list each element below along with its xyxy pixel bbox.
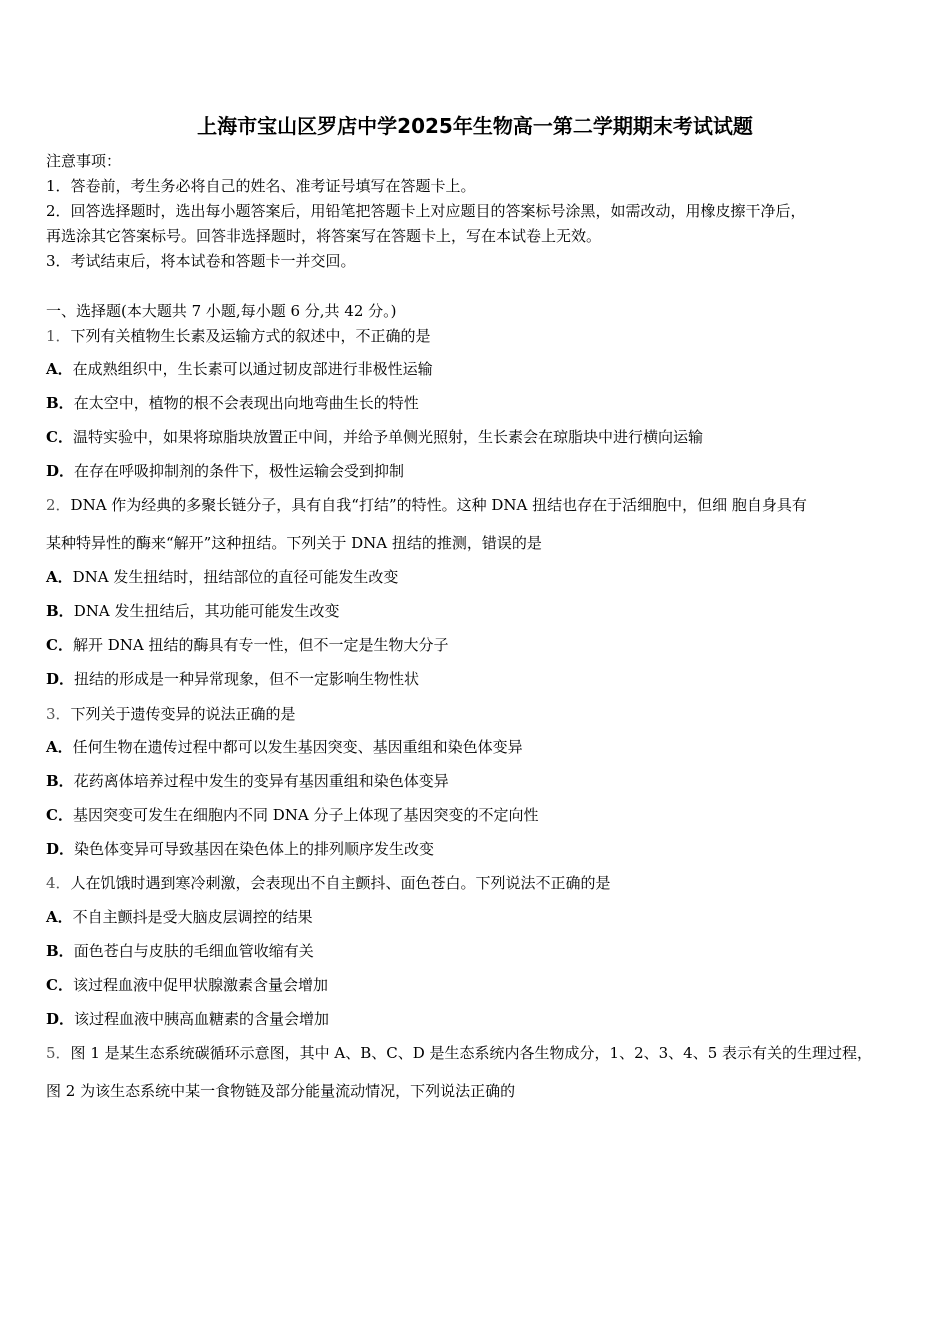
question-1 bbox=[46, 325, 906, 347]
notice-item: 再选涂其它答案标号。回答非选择题时，将答案写在答题卡上，写在本试卷上无效。 bbox=[46, 227, 602, 245]
option-c bbox=[46, 634, 906, 656]
option-a bbox=[46, 358, 906, 380]
option-text: 该过程血液中促甲状腺激素含量会增加 bbox=[72, 976, 328, 994]
question-number: 5． bbox=[46, 1044, 71, 1062]
option-b bbox=[46, 392, 906, 414]
option-text: DNA 发生扭结时，扭结部位的直径可能发生改变 bbox=[72, 568, 399, 586]
option-label: C． bbox=[46, 976, 73, 994]
notice-item: 1．答卷前，考生务必将自己的姓名、准考证号填写在答题卡上。 bbox=[46, 177, 476, 195]
option-label: B． bbox=[46, 602, 74, 620]
option-text: 花药离体培养过程中发生的变异有基因重组和染色体变异 bbox=[73, 772, 449, 790]
question-number: 4． bbox=[46, 874, 71, 892]
option-a bbox=[46, 736, 906, 758]
notice-item: 2．回答选择题时，选出每小题答案后，用铅笔把答题卡上对应题目的答案标号涂黑，如需改动，用橡皮擦干净后， bbox=[46, 202, 806, 220]
question-stem: 下列有关植物生长素及运输方式的叙述中，不正确的是 bbox=[70, 327, 431, 345]
option-text: DNA 发生扭结后，其功能可能发生改变 bbox=[73, 602, 340, 620]
option-text: 在成熟组织中，生长素可以通过韧皮部进行非极性运输 bbox=[72, 360, 433, 378]
option-label: A． bbox=[46, 360, 73, 378]
question-stem: 下列关于遗传变异的说法正确的是 bbox=[70, 705, 296, 723]
notice-heading: 注意事项： bbox=[46, 152, 122, 170]
question-stem: 图 1 是某生态系统碳循环示意图，其中 A、B、C、D 是生态系统内各生物成分，1、2、3、4、5 表示有关的生理过程， bbox=[70, 1044, 873, 1062]
option-b bbox=[46, 770, 906, 792]
option-label: D． bbox=[46, 670, 75, 688]
question-4 bbox=[46, 872, 906, 894]
option-d bbox=[46, 668, 906, 690]
question-stem: DNA 作为经典的多聚长链分子，具有自我“打结”的特性。这种 DNA 扭结也存在于活细胞中，但细 胞自身具有 bbox=[70, 496, 807, 514]
option-c bbox=[46, 804, 906, 826]
option-a bbox=[46, 566, 906, 588]
option-c bbox=[46, 426, 906, 448]
question-3 bbox=[46, 703, 906, 725]
option-d bbox=[46, 838, 906, 860]
option-label: B． bbox=[46, 394, 74, 412]
question-number: 2． bbox=[46, 496, 71, 514]
option-text: 该过程血液中胰高血糖素的含量会增加 bbox=[74, 1010, 330, 1028]
page-title: 上海市宝山区罗店中学2025年生物高一第二学期期末考试试题 bbox=[197, 114, 753, 138]
option-label: A． bbox=[46, 738, 73, 756]
option-label: C． bbox=[46, 428, 73, 446]
option-c bbox=[46, 974, 906, 996]
option-label: B． bbox=[46, 772, 74, 790]
option-label: D． bbox=[46, 462, 75, 480]
option-a bbox=[46, 906, 906, 928]
option-b bbox=[46, 940, 906, 962]
question-stem-continued: 图 2 为该生态系统中某一食物链及部分能量流动情况，下列说法正确的 bbox=[46, 1082, 516, 1100]
option-text: 在存在呼吸抑制剂的条件下，极性运输会受到抑制 bbox=[74, 462, 405, 480]
option-label: B． bbox=[46, 942, 74, 960]
question-number: 1． bbox=[46, 327, 71, 345]
question-stem: 人在饥饿时遇到寒冷刺激，会表现出不自主颤抖、面色苍白。下列说法不正确的是 bbox=[70, 874, 611, 892]
option-text: 解开 DNA 扭结的酶具有专一性，但不一定是生物大分子 bbox=[72, 636, 449, 654]
option-d bbox=[46, 1008, 906, 1030]
question-number: 3． bbox=[46, 705, 71, 723]
option-text: 任何生物在遗传过程中都可以发生基因突变、基因重组和染色体变异 bbox=[72, 738, 523, 756]
option-b bbox=[46, 600, 906, 622]
option-text: 面色苍白与皮肤的毛细血管收缩有关 bbox=[73, 942, 314, 960]
option-text: 染色体变异可导致基因在染色体上的排列顺序发生改变 bbox=[74, 840, 435, 858]
option-text: 不自主颤抖是受大脑皮层调控的结果 bbox=[72, 908, 313, 926]
question-5 bbox=[46, 1042, 906, 1064]
notice-item: 3．考试结束后，将本试卷和答题卡一并交回。 bbox=[46, 252, 356, 270]
option-text: 在太空中，植物的根不会表现出向地弯曲生长的特性 bbox=[73, 394, 419, 412]
question-2 bbox=[46, 494, 906, 516]
option-label: A． bbox=[46, 568, 73, 586]
question-stem-continued: 某种特异性的酶来“解开”这种扭结。下列关于 DNA 扭结的推测，错误的是 bbox=[46, 534, 542, 552]
option-text: 基因突变可发生在细胞内不同 DNA 分子上体现了基因突变的不定向性 bbox=[72, 806, 539, 824]
option-label: D． bbox=[46, 840, 75, 858]
option-d bbox=[46, 460, 906, 482]
section-heading: 一、选择题(本大题共 7 小题,每小题 6 分,共 42 分。) bbox=[46, 302, 397, 320]
option-label: D． bbox=[46, 1010, 75, 1028]
option-text: 扭结的形成是一种异常现象，但不一定影响生物性状 bbox=[74, 670, 420, 688]
option-text: 温特实验中，如果将琼脂块放置正中间，并给予单侧光照射，生长素会在琼脂块中进行横向运输 bbox=[72, 428, 703, 446]
option-label: C． bbox=[46, 806, 73, 824]
option-label: C． bbox=[46, 636, 73, 654]
option-label: A． bbox=[46, 908, 73, 926]
